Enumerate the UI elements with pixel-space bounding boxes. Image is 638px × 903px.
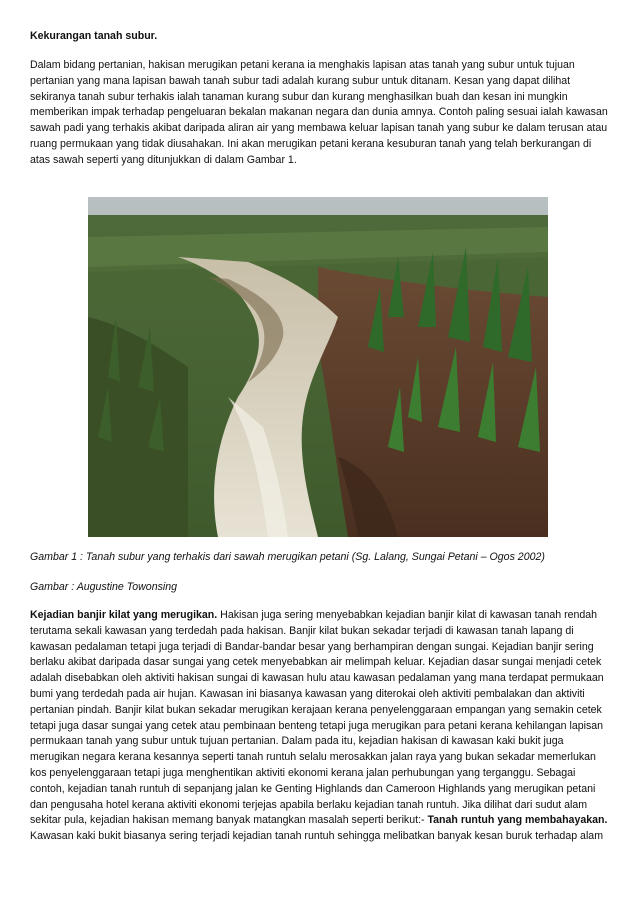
figure-eroded-paddy-field-photo [88,197,548,537]
paragraph-tail: Kawasan kaki bukit biasanya sering terjadi kejadian tanah runtuh sehingga melibatkan banyak kesan buruk terhadap alam [30,830,604,843]
figure-credit: Gambar : Augustine Towonsing [30,581,178,593]
paragraph-body: Hakisan juga sering menyebabkan kejadian banjir kilat di kawasan tanah rendah terutama sekali kawasan yang terdedah pada hakisan. Banjir kilat bukan sekadar terjadi di kawasan tanah lapang di kawasan pedalaman tetapi juga terjadi di Bandar-bandar besar yang berhampiran dengan sungai. Kejadian banjir sering berlaku akibat daripada dasar sungai yang cetek menyebabkan air melimpah keluar. Kejadian dasar sungai menjadi cetek adalah disebabkan oleh aktiviti hakisan sungai di kawasan hulu atau kawasan pedalaman yang mana terdapat permukaan bumi yang terdedah pada air hujan. Kawasan ini biasanya kawasan yang diterokai oleh aktiviti pembalakan dan aktiviti pertanian pindah. Banjir kilat bukan sekadar merugikan kerajaan kerana penyelenggaraan empangan yang semakin cetek tetapi juga dasar sungai yang cetek atau pembinaan benteng tetapi juga merugikan para petani kerana kehilangan lapisan permukaan tanah yang subur untuk tujuan pertanian. Dalam pada itu, kejadian hakisan di kawasan kaki bukit juga merugikan negara kerana kesannya seperti tanah runtuh selalu merosakkan jalan raya yang bukan sekadar memerlukan kos penyelenggaraan tetapi juga menghentikan aktiviti ekonomi kerana jalan perhubungan yang terganggu. Sebagai contoh, kejadian tanah runtuh di sepanjang jalan ke Genting Highlands dan Cameroon Highlands yang merugikan petani dan pengusaha hotel kerana aktiviti ekonomi terjejas apabila berlaku kejadian tanah runtuh. Jika dilihat dari sudut alam sekitar pula, kejadian hakisan memang banyak matangkan masalah seperti berikut:- [30,609,604,827]
section-heading: Kekurangan tanah subur. [30,30,158,42]
figure-caption: Gambar 1 : Tanah subur yang terhakis dari sawah merugikan petani (Sg. Lalang, Sungai Petani – Ogos 2002) [30,551,545,563]
paragraph-flash-flood [30,608,608,873]
paragraph-soil-loss: Dalam bidang pertanian, hakisan merugikan petani kerana ia menghakis lapisan atas tanah yang subur untuk tujuan pertanian yang mana lapisan bawah tanah subur tadi adalah kurang subur untuk ditanam. Kesan yang dapat dilihat sekiranya tanah subur terhakis ialah tanaman kurang subur dan kurang menghasilkan buah dan kesan ini mungkin memberikan impak terhadap pengeluaran bekalan makanan negara dan dunia amnya. Contoh paling sesuai ialah kawasan sawah padi yang terhakis akibat daripada aliran air yang membawa keluar lapisan tanah yang subur ke dalam terusan atau ruang permukaan yang tidak diusahakan. Ini akan merugikan petani kerana kesuburan tanah yang telah berkurangan di atas sawah seperti yang ditunjukkan di dalam Gambar 1. [30,59,608,166]
inline-subheading: Tanah runtuh yang membahayakan. [427,814,608,827]
paragraph-lead-heading: Kejadian banjir kilat yang merugikan. [30,609,218,621]
